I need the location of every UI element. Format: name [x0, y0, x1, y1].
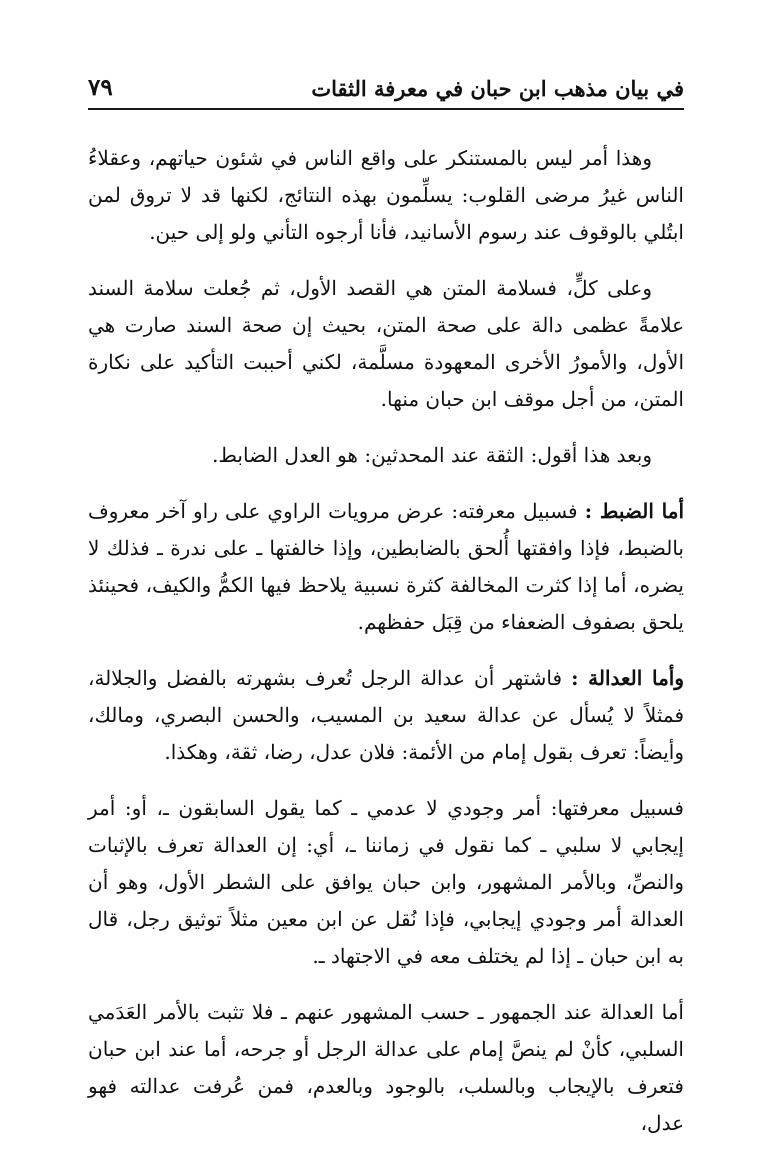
paragraph-text: فسبيل معرفتها: أمر وجودي لا عدمي ـ كما يقول السابقون ـ، أو: أمر إيجابي لا سلبي ـ كما نقول في زماننا ـ، أي: إن العدالة تعرف بالإثبات والنصِّ، وبالأمر المشهور، وابن حبان يوافق على الشطر الأول، وهو أن العدالة أمر وجودي إيجابي، فإذا نُقل عن ابن معين مثلاً توثيق رجل، قال به ابن حبان ـ إذا لم يختلف معه في الاجتهاد ـ. — [88, 796, 684, 968]
paragraph-text: فاشتهر أن عدالة الرجل تُعرف بشهرته بالفضل والجلالة، فمثلاً لا يُسأل عن عدالة سعيد بن المسيب، والحسن البصري، ومالك، وأيضاً: تعرف بقول إمام من الأئمة: فلان عدل، رضا، ثقة، وهكذا. — [88, 666, 684, 764]
paragraph-6 — [88, 790, 684, 975]
paragraph-5 — [88, 660, 684, 771]
running-title: في بيان مذهب ابن حبان في معرفة الثقات — [311, 76, 684, 101]
paragraph-text: وعلى كلٍّ، فسلامة المتن هي القصد الأول، ثم جُعلت سلامة السند علامةً عظمى دالة على صحة المتن، بحيث إن صحة السند صارت هي الأول، والأمورُ الأخرى المعهودة مسلَّمة، لكني أحببت التأكيد على نكارة المتن، من أجل موقف ابن حبان منها. — [88, 276, 684, 411]
paragraph-2 — [88, 270, 684, 418]
paragraph-text: وبعد هذا أقول: الثقة عند المحدثين: هو العدل الضابط. — [212, 443, 652, 467]
paragraph-text: فسبيل معرفته: عرض مرويات الراوي على راو آخر معروف بالضبط، فإذا وافقتها أُلحق بالضابطين، وإذا خالفتها ـ على ندرة ـ فذلك لا يضره، أما إذا كثرت المخالفة كثرة نسبية يلاحظ فيها الكمُّ والكيف، فحينئذ يلحق بصفوف الضعفاء من قِبَل حفظهم. — [88, 499, 684, 634]
paragraph-lead: وأما العدالة : — [571, 666, 685, 690]
paragraph-3 — [88, 437, 684, 474]
paragraph-7 — [88, 994, 684, 1142]
paragraph-4 — [88, 493, 684, 641]
paragraph-lead: أما الضبط : — [584, 499, 684, 523]
page-number: ٧٩ — [88, 74, 113, 101]
paragraph-text: وهذا أمر ليس بالمستنكر على واقع الناس في شئون حياتهم، وعقلاءُ الناس غيرُ مرضى القلوب: يسلِّمون بهذه النتائج، لكنها قد لا تروق لمن ابتُلي بالوقوف عند رسوم الأسانيد، فأنا أرجوه التأني ولو إلى حين. — [88, 146, 684, 244]
page-header — [88, 72, 684, 110]
body-text — [88, 140, 684, 1161]
paragraph-1 — [88, 140, 684, 251]
paragraph-text: أما العدالة عند الجمهور ـ حسب المشهور عنهم ـ فلا تثبت بالأمر العَدَمي السلبي، كأنْ لم ينصَّ إمام على عدالة الرجل أو جرحه، أما عند ابن حبان فتعرف بالإيجاب وبالسلب، بالوجود وبالعدم، فمن عُرفت عدالته فهو عدل، — [88, 1000, 684, 1135]
